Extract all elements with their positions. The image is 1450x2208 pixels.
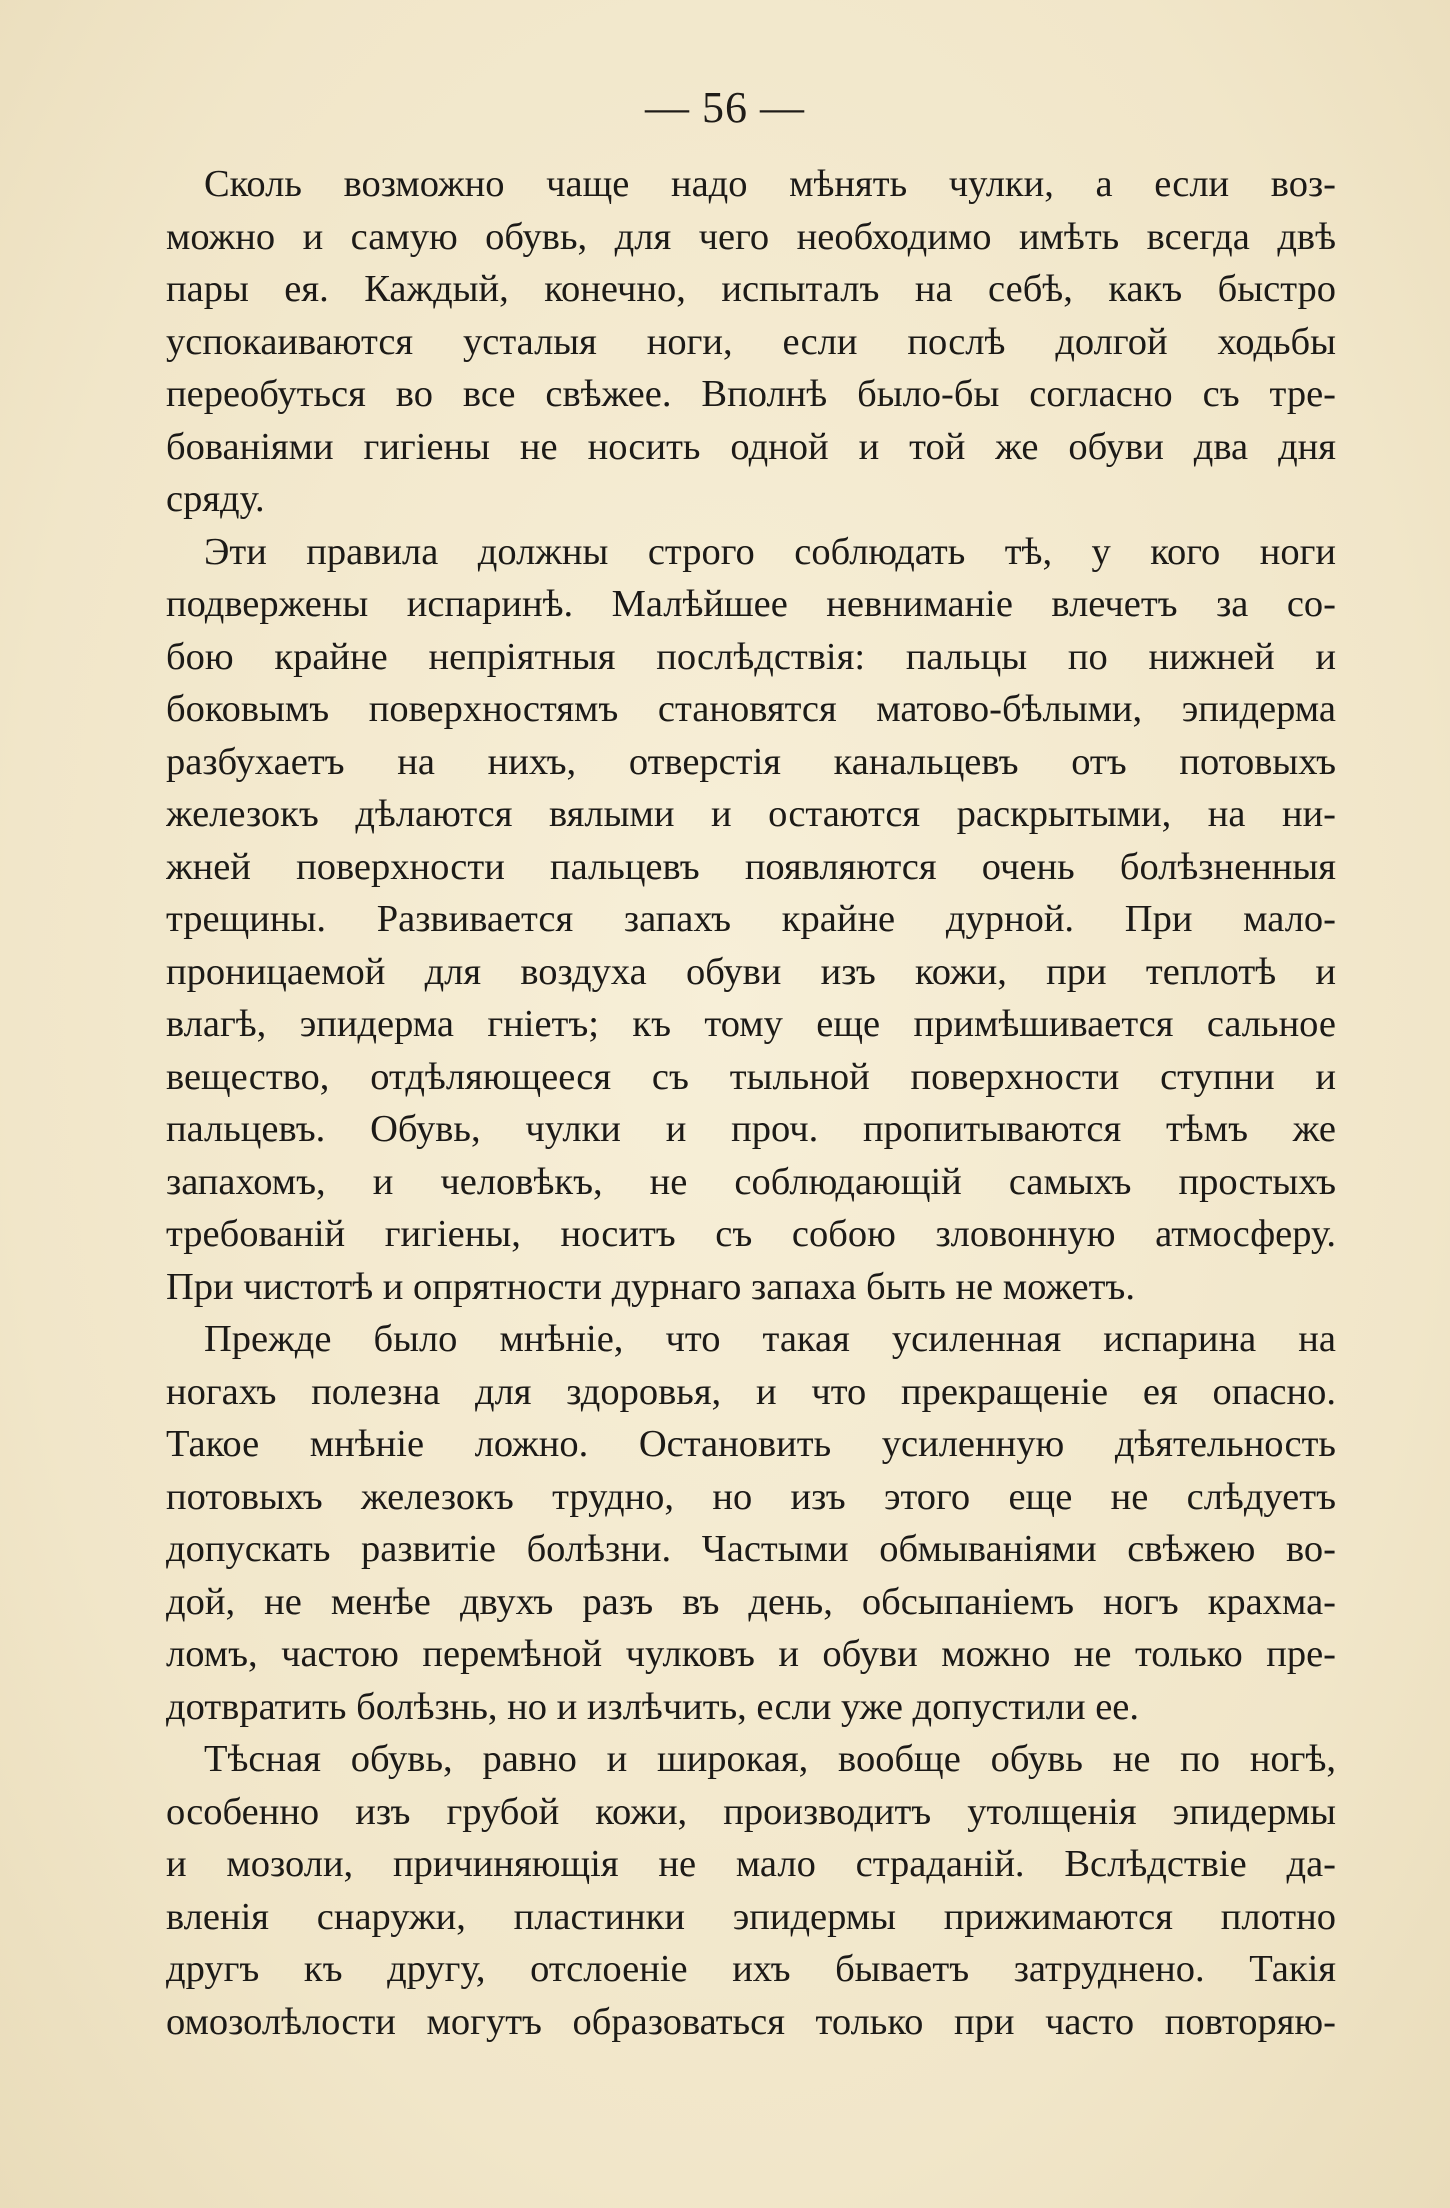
text-line: ногахъ полезна для здоровья, и что прекращеніе ея опасно. xyxy=(166,1370,1336,1413)
paragraph-1 xyxy=(166,158,1336,526)
text-line: успокаиваются усталыя ноги, если послѣ долгой ходьбы xyxy=(166,320,1336,363)
text-line: влагѣ, эпидерма гніетъ; къ тому еще примѣшивается сальное xyxy=(166,1003,1336,1045)
text-line: пары ея. Каждый, конечно, испыталъ на себѣ, какъ быстро xyxy=(166,268,1336,310)
text-line: Прежде было мнѣніе, что такая усиленная испарина на xyxy=(204,1318,1336,1360)
text-line: омозолѣлости могутъ образоваться только при часто повторяю- xyxy=(166,2000,1336,2043)
paragraph-2 xyxy=(166,526,1336,1314)
text-line: особенно изъ грубой кожи, производитъ утолщенія эпидермы xyxy=(166,1790,1336,1833)
page-number: — 56 — xyxy=(645,83,805,132)
text-line: запахомъ, и человѣкъ, не соблюдающій самыхъ простыхъ xyxy=(166,1160,1336,1203)
text-line: переобуться во все свѣжее. Вполнѣ было-бы согласно съ тре- xyxy=(166,373,1336,415)
body-text xyxy=(166,158,1336,2048)
text-line: вленія снаружи, пластинки эпидермы прижимаются плотно xyxy=(166,1895,1336,1938)
text-line: Тѣсная обувь, равно и широкая, вообще обувь не по ногѣ, xyxy=(204,1738,1336,1780)
text-line: вещество, отдѣляющееся съ тыльной поверхности ступни и xyxy=(166,1055,1336,1098)
text-line: При чистотѣ и опрятности дурнаго запаха быть не можетъ. xyxy=(166,1265,1135,1308)
text-line: подвержены испаринѣ. Малѣйшее невниманіе влечетъ за со- xyxy=(166,583,1336,625)
text-line: можно и самую обувь, для чего необходимо имѣть всегда двѣ xyxy=(166,215,1336,258)
text-line: дотвратить болѣзнь, но и излѣчить, если уже допустили ее. xyxy=(166,1685,1139,1728)
text-line: жней поверхности пальцевъ появляются очень болѣзненныя xyxy=(166,845,1336,888)
text-line: железокъ дѣлаются вялыми и остаются раскрытыми, на ни- xyxy=(166,793,1336,835)
text-line: ломъ, частою перемѣной чулковъ и обуви можно не только пре- xyxy=(166,1633,1336,1675)
text-line: дой, не менѣе двухъ разъ въ день, обсыпаніемъ ногъ крахма- xyxy=(166,1580,1336,1623)
text-line: Эти правила должны строго соблюдать тѣ, у кого ноги xyxy=(204,530,1336,573)
text-line: бованіями гигіены не носить одной и той же обуви два дня xyxy=(166,425,1336,468)
text-line: сряду. xyxy=(166,478,265,520)
text-line: Такое мнѣніе ложно. Остановить усиленную дѣятельность xyxy=(166,1423,1336,1465)
text-line: боковымъ поверхностямъ становятся матово-бѣлыми, эпидерма xyxy=(166,688,1336,730)
text-line: Сколь возможно чаще надо мѣнять чулки, а если воз- xyxy=(204,163,1336,205)
text-line: требованій гигіены, носитъ съ собою зловонную атмосферу. xyxy=(166,1213,1336,1255)
text-line: потовыхъ железокъ трудно, но изъ этого еще не слѣдуетъ xyxy=(166,1475,1336,1518)
text-line: трещины. Развивается запахъ крайне дурной. При мало- xyxy=(166,898,1336,940)
text-line: пальцевъ. Обувь, чулки и проч. пропитываются тѣмъ же xyxy=(166,1108,1336,1150)
text-line: и мозоли, причиняющія не мало страданій. Вслѣдствіе да- xyxy=(166,1843,1336,1885)
text-line: бою крайне непріятныя послѣдствія: пальцы по нижней и xyxy=(166,635,1336,678)
paragraph-3 xyxy=(166,1313,1336,1733)
text-line: другъ къ другу, отслоеніе ихъ бываетъ затруднено. Такія xyxy=(166,1948,1336,1990)
text-line: разбухаетъ на нихъ, отверстія канальцевъ отъ потовыхъ xyxy=(166,740,1336,783)
text-line: допускать развитіе болѣзни. Частыми обмываніями свѣжею во- xyxy=(166,1528,1336,1570)
paragraph-4 xyxy=(166,1733,1336,2048)
text-line: проницаемой для воздуха обуви изъ кожи, при теплотѣ и xyxy=(166,950,1336,993)
